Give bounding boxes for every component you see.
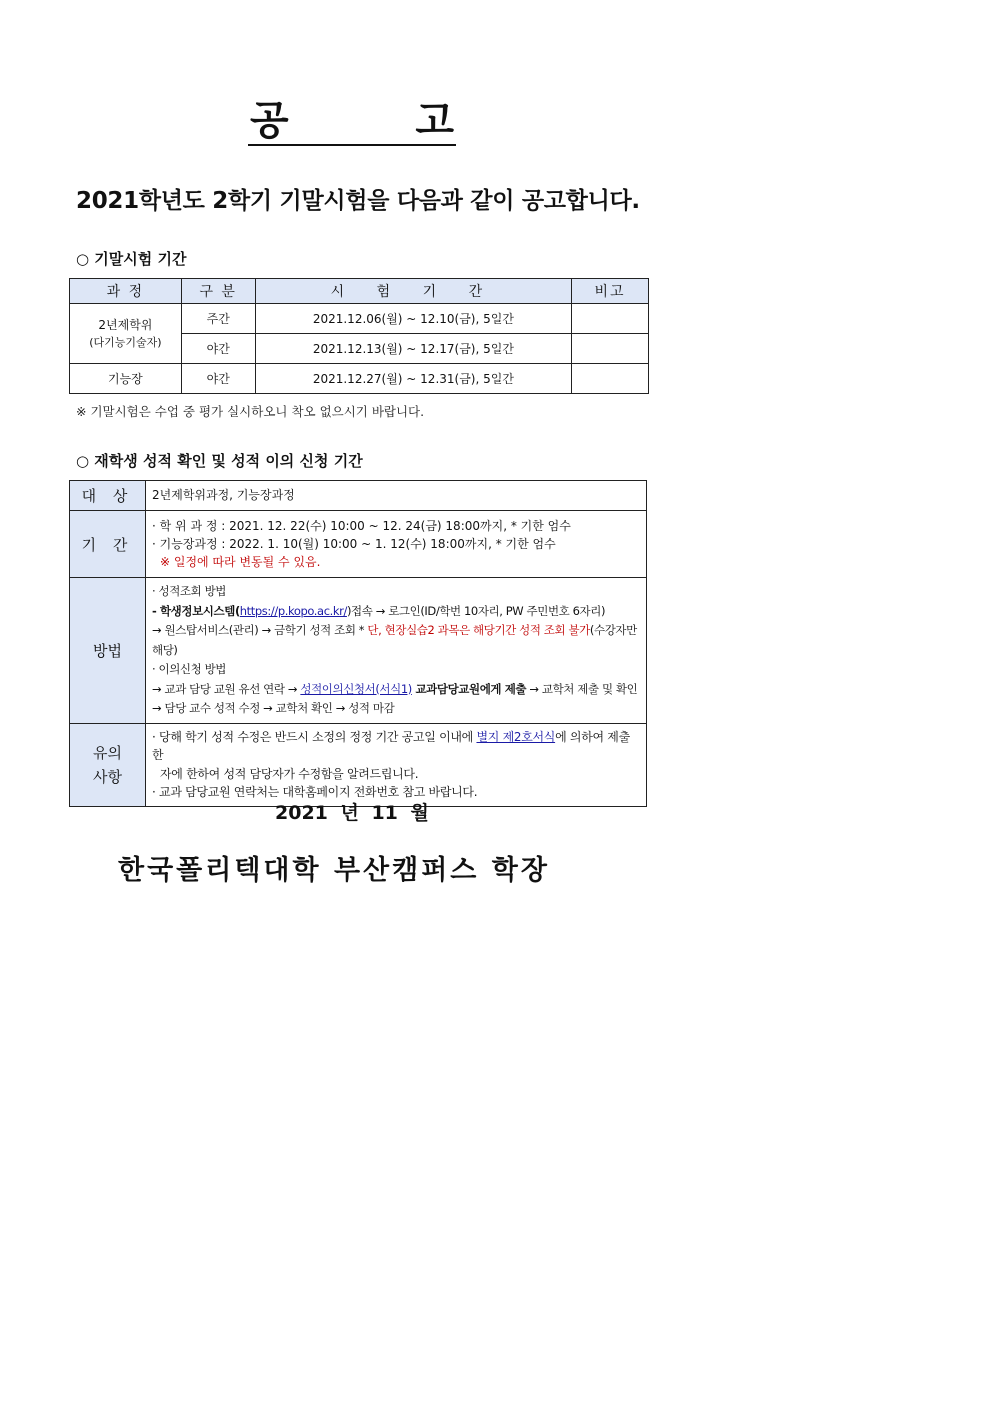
division-cell: 야간 (181, 364, 255, 394)
period-cell: 2021.12.13(월) ~ 12.17(금), 5일간 (255, 334, 571, 364)
method-line-1-pre: - 학생정보시스템( (152, 603, 240, 618)
notice-title (248, 98, 456, 146)
period-cell: 2021.12.06(월) ~ 12.10(금), 5일간 (255, 304, 571, 334)
table-row (70, 364, 649, 394)
caution-line-1 (152, 728, 640, 765)
period-change-note: ※ 일정에 따라 변동될 수 있음. (160, 555, 321, 569)
caution-content (146, 723, 647, 806)
period-line-master: · 기능장과정 : 2022. 1. 10(월) 10:00 ~ 1. 12(수) 18:00까지, * 기한 엄수 (152, 537, 556, 551)
caution-row (70, 723, 647, 806)
method-content (146, 578, 647, 724)
method-line-4: → 담당 교수 성적 수정 → 교학처 확인 → 성적 마감 (152, 701, 395, 715)
method-line-1-post: )접속 → 로그인(ID/학번 10자리, PW 주민번호 6자리) (346, 603, 606, 618)
exam-period-table (69, 278, 649, 394)
signature: 한국폴리텍대학 부산캠퍼스 학장 (118, 855, 550, 886)
target-value: 2년제학위과정, 기능장과정 (146, 481, 647, 511)
notice-date: 2021 년 11 월 (275, 802, 429, 824)
method-line-2-warning: 단, 현장실습2 과목은 해당기간 성적 조회 불가 (364, 623, 590, 637)
table-row (70, 304, 649, 334)
caution-line-2: 자에 한하여 성적 담당자가 수정함을 알려드립니다. (160, 766, 419, 781)
table-header-row (70, 279, 649, 304)
caution-label (70, 723, 146, 806)
caution-line-3: · 교과 담당교원 연락처는 대학홈페이지 전화번호 참고 바랍니다. (152, 785, 478, 799)
division-cell: 주간 (181, 304, 255, 334)
method-line-3-bold: 교과담당교원에게 제출 (411, 681, 527, 696)
exam-section-heading: ○ 기말시험 기간 (76, 250, 187, 268)
caution-line-1-pre: · 당해 학기 성적 수정은 반드시 소정의 정정 기간 공고일 이내에 (152, 729, 477, 744)
target-label: 대 상 (70, 481, 146, 511)
method-line-2-pre: → 원스탑서비스(관리) → 금학기 성적 조회 * (152, 623, 365, 637)
header-division: 구 분 (181, 279, 255, 304)
method-line-3-post: → 교학처 제출 및 확인 (526, 681, 638, 696)
course-cell-degree (70, 304, 182, 364)
exam-note: ※ 기말시험은 수업 중 평가 실시하오니 착오 없으시기 바랍니다. (76, 404, 425, 419)
method-line-2 (152, 621, 640, 660)
period-line-degree: · 학 위 과 정 : 2021. 12. 22(수) 10:00 ~ 12. 24(금) 18:00까지, * 기한 엄수 (152, 519, 571, 533)
title-char-2: 고 (415, 98, 454, 144)
period-content (146, 511, 647, 578)
header-period: 시 험 기 간 (255, 279, 571, 304)
method-line-2-post: (수강자만 해당) (152, 623, 637, 657)
caution-label-1: 유의 (93, 743, 122, 762)
method-label: 방법 (70, 578, 146, 724)
method-line-3-pre: → 교과 담당 교원 유선 연락 → (152, 681, 301, 696)
method-line-1 (152, 602, 640, 622)
course-sub: (다기능기술자) (89, 335, 162, 349)
target-row (70, 481, 647, 511)
remark-cell (572, 304, 649, 334)
course-cell-master: 기능장 (70, 364, 182, 394)
header-course: 과 정 (70, 279, 182, 304)
division-cell: 야간 (181, 334, 255, 364)
method-heading-objection: · 이의신청 방법 (152, 662, 227, 676)
title-char-1: 공 (250, 98, 289, 144)
remark-cell (572, 334, 649, 364)
caution-line-1-post: 에 의하여 제출한 (152, 729, 630, 762)
period-label: 기 간 (70, 511, 146, 578)
period-row (70, 511, 647, 578)
portal-link[interactable]: https://p.kopo.ac.kr/ (239, 603, 347, 618)
course-name: 2년제학위 (98, 317, 153, 332)
grade-info-table (69, 480, 647, 807)
header-remark: 비고 (572, 279, 649, 304)
caution-label-2: 사항 (93, 767, 122, 786)
period-cell: 2021.12.27(월) ~ 12.31(금), 5일간 (255, 364, 571, 394)
objection-form-link[interactable]: 성적이의신청서(서식1) (300, 681, 412, 696)
method-heading-lookup: · 성적조회 방법 (152, 584, 227, 598)
remark-cell (572, 364, 649, 394)
headline: 2021학년도 2학기 기말시험을 다음과 같이 공고합니다. (76, 188, 640, 214)
grade-section-heading: ○ 재학생 성적 확인 및 성적 이의 신청 기간 (76, 452, 363, 470)
method-row (70, 578, 647, 724)
form-2-link[interactable]: 별지 제2호서식 (476, 729, 556, 744)
method-line-3 (152, 680, 640, 700)
